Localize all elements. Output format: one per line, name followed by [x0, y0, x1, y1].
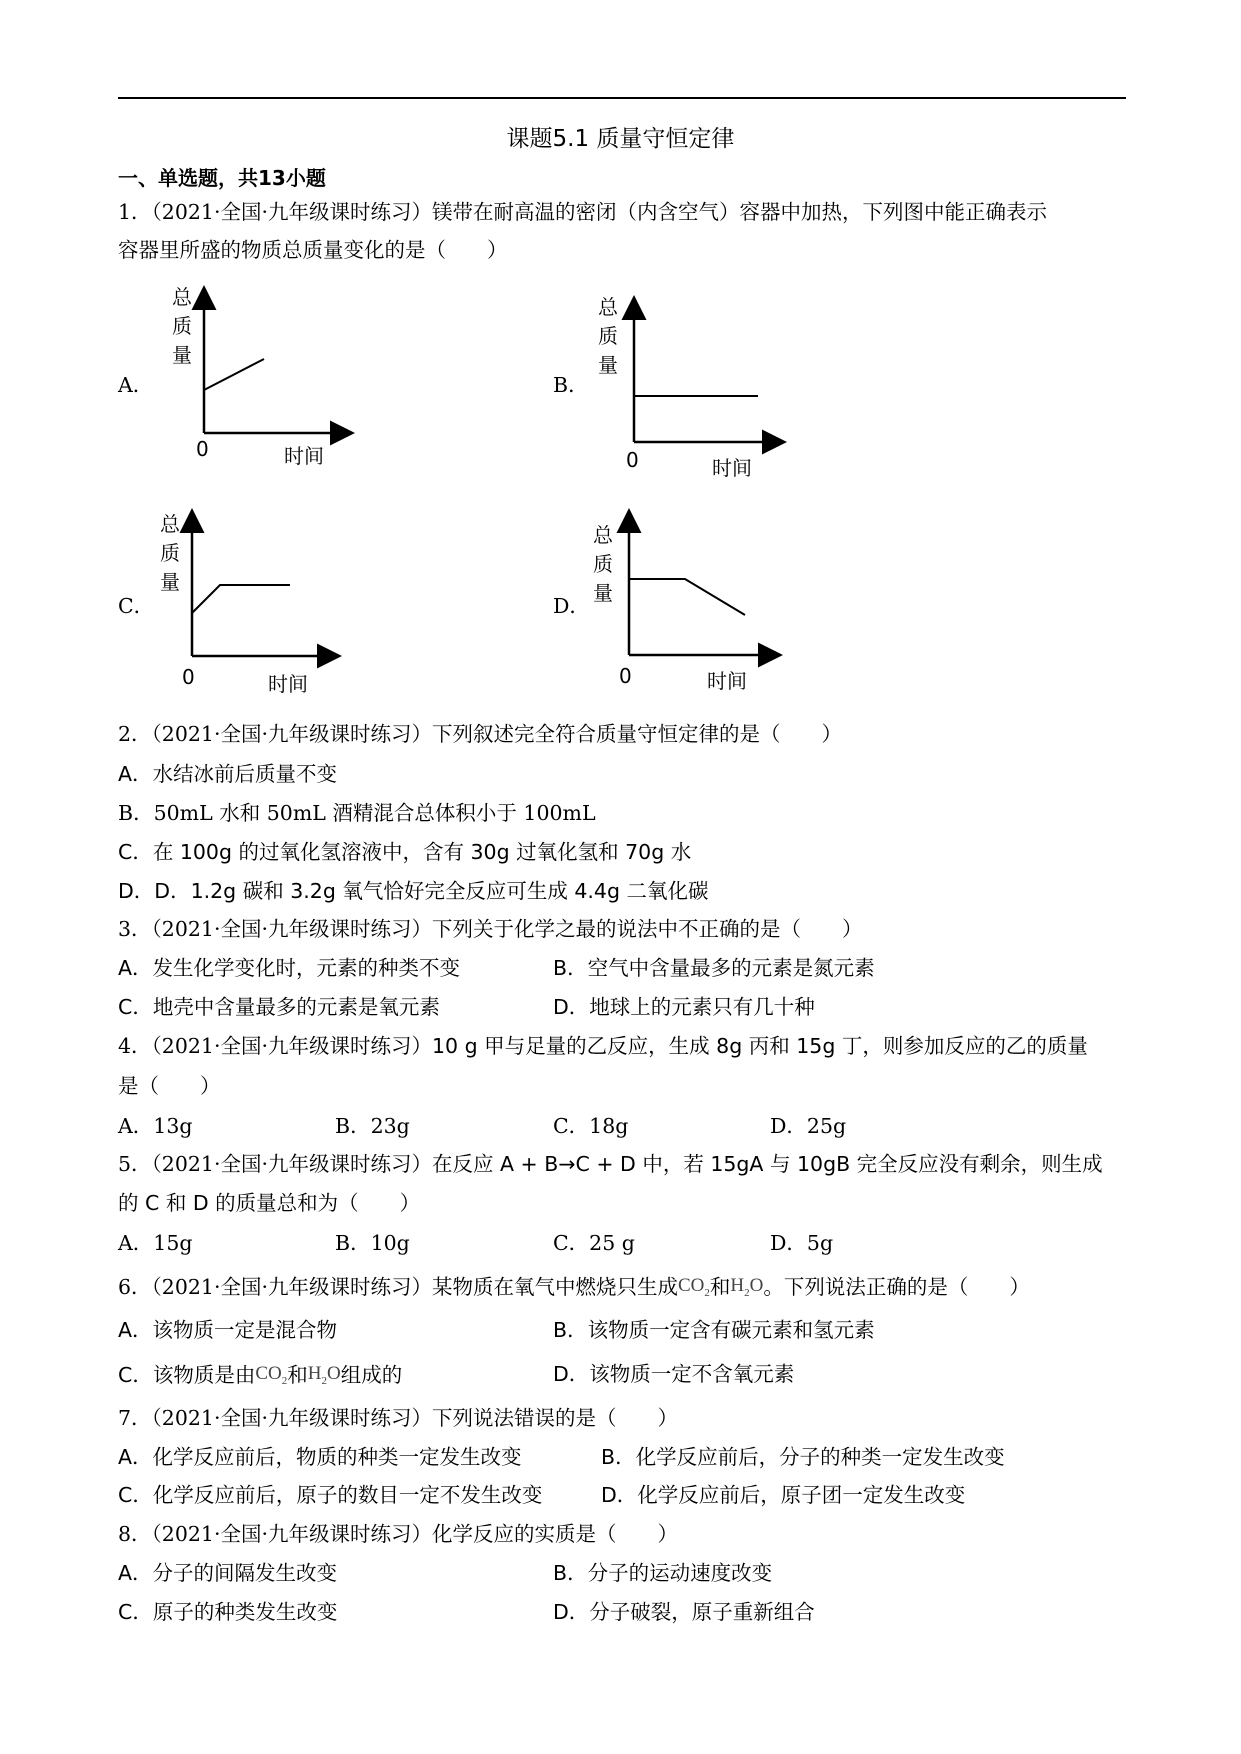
question-2-line	[118, 720, 842, 748]
y-label-2: 质	[172, 314, 192, 338]
mass-curve	[204, 359, 264, 390]
option-b: B．分子的运动速度改变	[553, 1561, 773, 1585]
question-source: （2021·全国·九年级课时练习）	[151, 722, 432, 746]
option-c: C．化学反应前后，原子的数目一定不发生改变	[118, 1483, 543, 1507]
question-stem: 下列叙述完全符合质量守恒定律的是（ ）	[432, 722, 842, 746]
option-b: B．该物质一定含有碳元素和氢元素	[553, 1318, 875, 1342]
question-1-line-2: 容器里所盛的物质总质量变化的是（ ）	[118, 238, 508, 262]
option-label-d: D．	[553, 594, 590, 618]
question-stem: 10 g 甲与足量的乙反应，生成 8g 丙和 15g 丁，则参加反应的乙的质量	[432, 1034, 1088, 1058]
y-label-3: 量	[160, 570, 180, 594]
question-1-line-1	[118, 198, 1047, 226]
option-a: A．该物质一定是混合物	[118, 1318, 338, 1342]
question-stem-end: 。下列说法正确的是（ ）	[763, 1275, 1030, 1299]
option-d: D．该物质一定不含氧元素	[553, 1362, 795, 1386]
question-number: 4．	[118, 1034, 152, 1058]
y-label-2: 质	[598, 324, 618, 348]
y-label-3: 量	[172, 343, 192, 367]
graph-d	[585, 505, 795, 704]
option-label-c: C．	[118, 594, 155, 618]
option-a: A．发生化学变化时，元素的种类不变	[118, 956, 461, 980]
option-label-a: A．	[118, 373, 154, 397]
question-4-line-2: 是（ ）	[118, 1074, 221, 1098]
question-number: 6．	[118, 1275, 152, 1299]
x-label: 时间	[284, 444, 324, 468]
graph-a	[160, 280, 360, 479]
option-a: A．13g	[118, 1114, 193, 1138]
question-5-line-2: 的 C 和 D 的质量总和为（ ）	[118, 1191, 421, 1215]
h2o-formula: $H_2O$	[307, 1363, 341, 1387]
option-b: B．化学反应前后，分子的种类一定发生改变	[601, 1445, 1005, 1469]
question-3-line	[118, 915, 863, 943]
h2o-formula: $H_2O$	[730, 1275, 764, 1299]
question-source: （2021·全国·九年级课时练习）	[151, 1275, 432, 1299]
page-title: 课题5.1 质量守恒定律	[506, 126, 735, 152]
option-a: A．分子的间隔发生改变	[118, 1561, 338, 1585]
option-d: D．25g	[770, 1114, 847, 1138]
option-label-b: B．	[553, 373, 589, 397]
y-label-1: 总	[598, 295, 618, 319]
question-number: 5．	[118, 1152, 152, 1176]
question-number: 7．	[118, 1406, 152, 1430]
graph-b	[590, 290, 800, 489]
conjunction: 和	[709, 1275, 731, 1299]
option-d: D．分子破裂，原子重新组合	[553, 1600, 815, 1624]
option-a: A．15g	[118, 1231, 193, 1255]
option-d: D．地球上的元素只有几十种	[553, 995, 815, 1019]
question-source: （2021·全国·九年级课时练习）	[151, 200, 432, 224]
question-stem: 在反应 A + B→C + D 中，若 15gA 与 10gB 完全反应没有剩余，则生成	[432, 1152, 1103, 1176]
question-number: 2．	[118, 722, 152, 746]
origin-label: 0	[619, 664, 632, 688]
y-label-1: 总	[593, 523, 613, 547]
question-number: 8．	[118, 1522, 152, 1546]
mass-curve	[629, 579, 745, 615]
option-b: B．空气中含量最多的元素是氮元素	[553, 956, 875, 980]
option-c: C．地壳中含量最多的元素是氧元素	[118, 995, 440, 1019]
question-4-line-1	[118, 1032, 1088, 1060]
question-source: （2021·全国·九年级课时练习）	[151, 917, 432, 941]
question-6-line	[118, 1272, 1030, 1307]
option-d: D．化学反应前后，原子团一定发生改变	[601, 1483, 966, 1507]
option-c: C．该物质是由$CO_2$和$H_2O$组成的	[118, 1363, 403, 1387]
y-label-3: 量	[598, 353, 618, 377]
question-source: （2021·全国·九年级课时练习）	[151, 1522, 432, 1546]
option-a: A．化学反应前后，物质的种类一定发生改变	[118, 1445, 522, 1469]
option-c: C．18g	[553, 1114, 629, 1138]
question-stem: 某物质在氧气中燃烧只生成	[432, 1275, 678, 1299]
co2-formula: $CO_2$	[255, 1363, 288, 1387]
option-c: C．在 100g 的过氧化氢溶液中，含有 30g 过氧化氢和 70g 水	[118, 840, 692, 864]
question-stem: 下列关于化学之最的说法中不正确的是（ ）	[432, 917, 863, 941]
question-8-line	[118, 1520, 678, 1548]
header-rule	[118, 97, 1126, 99]
question-5-line-1	[118, 1150, 1103, 1178]
option-d: D．D．1.2g 碳和 3.2g 氧气恰好完全反应可生成 4.4g 二氧化碳	[118, 879, 709, 903]
y-label-1: 总	[172, 285, 192, 309]
mass-curve	[192, 585, 290, 613]
question-number: 1．	[118, 200, 152, 224]
x-label: 时间	[707, 669, 747, 693]
question-7-line	[118, 1404, 678, 1432]
origin-label: 0	[196, 437, 209, 461]
option-b: B．10g	[335, 1231, 410, 1255]
question-source: （2021·全国·九年级课时练习）	[151, 1034, 432, 1058]
graph-c	[150, 505, 350, 704]
section-heading: 一、单选题，共13小题	[118, 166, 326, 190]
option-b: B．23g	[335, 1114, 410, 1138]
question-stem: 化学反应的实质是（ ）	[432, 1522, 678, 1546]
option-c: C．25 g	[553, 1231, 635, 1255]
origin-label: 0	[182, 665, 195, 689]
question-source: （2021·全国·九年级课时练习）	[151, 1152, 432, 1176]
origin-label: 0	[626, 448, 639, 472]
x-label: 时间	[712, 456, 752, 480]
option-d: D．5g	[770, 1231, 834, 1255]
option-c: C．原子的种类发生改变	[118, 1600, 338, 1624]
question-stem: 镁带在耐高温的密闭（内含空气）容器中加热，下列图中能正确表示	[432, 200, 1047, 224]
option-b: B．50mL 水和 50mL 酒精混合总体积小于 100mL	[118, 801, 596, 825]
question-source: （2021·全国·九年级课时练习）	[151, 1406, 432, 1430]
y-label-2: 质	[160, 541, 180, 565]
y-label-2: 质	[593, 552, 613, 576]
question-number: 3．	[118, 917, 152, 941]
question-stem: 下列说法错误的是（ ）	[432, 1406, 678, 1430]
option-a: A．水结冰前后质量不变	[118, 762, 338, 786]
x-label: 时间	[268, 672, 308, 696]
y-label-3: 量	[593, 581, 613, 605]
co2-formula: $CO_2$	[678, 1275, 710, 1299]
y-label-1: 总	[160, 512, 180, 536]
